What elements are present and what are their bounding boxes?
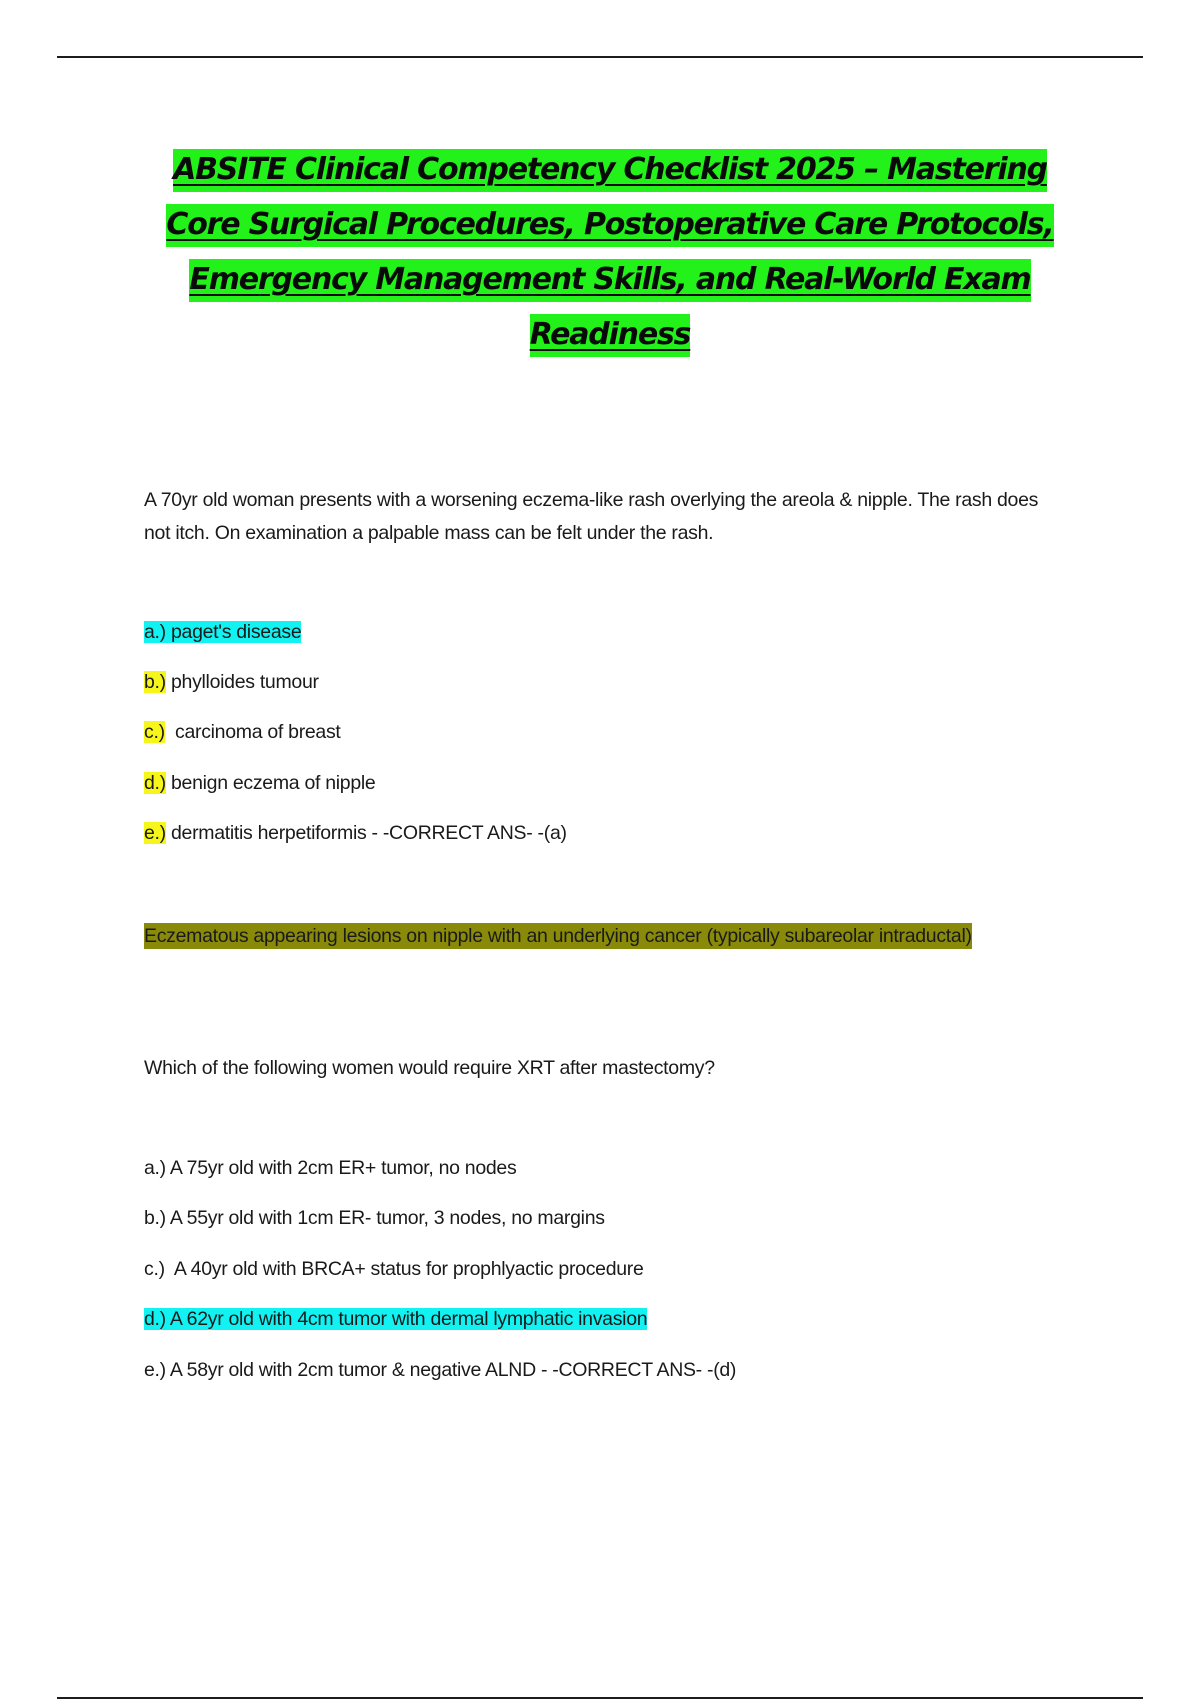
question-1-option-c bbox=[144, 717, 341, 747]
option-text: A 62yr old with 4cm tumor with dermal lymphatic invasion bbox=[165, 1308, 648, 1330]
option-text: A 75yr old with 2cm ER+ tumor, no nodes bbox=[165, 1157, 517, 1179]
title-line: Emergency Management Skills, and Real-World Exam bbox=[189, 259, 1030, 302]
question-2-option-e bbox=[144, 1355, 736, 1385]
option-label: b.) bbox=[144, 1207, 166, 1229]
option-label: a.) bbox=[144, 1157, 166, 1179]
option-label: a.) bbox=[144, 621, 166, 643]
option-label: b.) bbox=[144, 671, 166, 693]
option-text: phylloides tumour bbox=[165, 671, 319, 693]
option-text: carcinoma of breast bbox=[164, 721, 341, 743]
question-1-option-e bbox=[144, 818, 567, 848]
title-line: Readiness bbox=[530, 314, 691, 357]
explanation-text: Eczematous appearing lesions on nipple with an underlying cancer (typically subareolar intraductal) bbox=[144, 925, 972, 947]
question-1-stem: A 70yr old woman presents with a worsening eczema-like rash overlying the areola & nipple. The rash does not itch. On examination a palpable mass can be felt under the rash. bbox=[144, 489, 1039, 544]
option-label: e.) bbox=[144, 1359, 166, 1381]
option-label: c.) bbox=[144, 1258, 165, 1280]
option-label: d.) bbox=[144, 772, 166, 794]
question-2-option-d bbox=[144, 1304, 647, 1334]
question-1-explanation bbox=[144, 919, 1024, 953]
bottom-rule bbox=[57, 1697, 1143, 1699]
document-title bbox=[140, 142, 1080, 362]
question-2-option-b bbox=[144, 1203, 605, 1233]
question-1-option-d bbox=[144, 768, 375, 798]
title-line: Core Surgical Procedures, Postoperative Care Protocols, bbox=[166, 204, 1053, 247]
question-2-stem: Which of the following women would require XRT after mastectomy? bbox=[144, 1057, 715, 1079]
option-label: c.) bbox=[144, 721, 165, 743]
option-text: benign eczema of nipple bbox=[165, 772, 376, 794]
question-1-option-b bbox=[144, 667, 319, 697]
title-line: ABSITE Clinical Competency Checklist 2025 – Mastering bbox=[173, 149, 1047, 192]
option-text: dermatitis herpetiformis - -CORRECT ANS- -(a) bbox=[165, 822, 567, 844]
option-text: A 55yr old with 1cm ER- tumor, 3 nodes, no margins bbox=[165, 1207, 605, 1229]
option-text: paget's disease bbox=[165, 621, 302, 643]
question-2-option-a bbox=[144, 1153, 516, 1183]
question-2-option-c bbox=[144, 1254, 644, 1284]
top-rule bbox=[57, 56, 1143, 58]
option-text: A 58yr old with 2cm tumor & negative ALND - -CORRECT ANS- -(d) bbox=[165, 1359, 737, 1381]
option-label: d.) bbox=[144, 1308, 166, 1330]
option-text: A 40yr old with BRCA+ status for prophlyactic procedure bbox=[164, 1258, 644, 1280]
option-label: e.) bbox=[144, 822, 166, 844]
question-1-option-a bbox=[144, 617, 301, 647]
